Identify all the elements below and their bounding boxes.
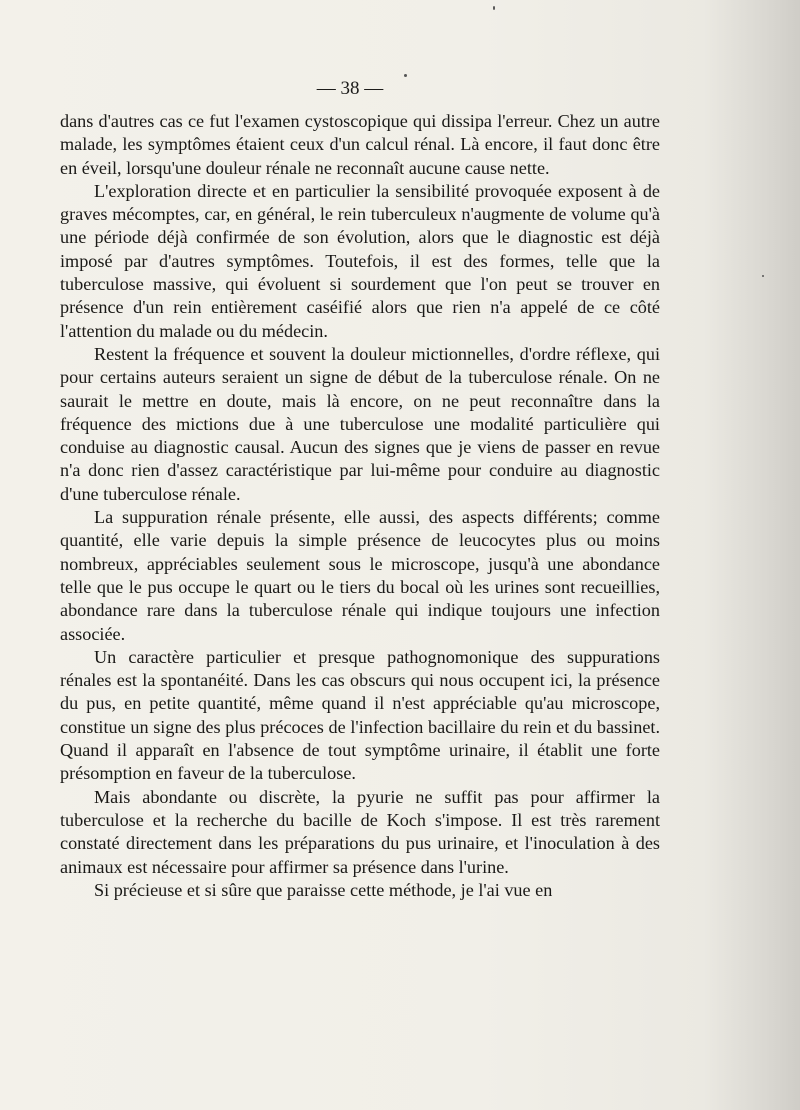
scan-speck	[404, 74, 407, 77]
paragraph: Restent la fréquence et souvent la douleur mictionnelles, d'ordre réflexe, qui pour certains auteurs seraient un signe de début de la tuberculose rénale. On ne saurait le mettre en doute, mais là encore, on ne peut reconnaître dans la fréquence des mictions due à une tuberculose une modalité particulière qui conduise au diagnostic causal. Aucun des signes que je viens de passer en revue n'a donc rien d'assez caractéristique par lui-même pour conduire au diagnostic d'une tuberculose rénale.	[60, 343, 660, 504]
scan-speck	[762, 275, 764, 277]
paragraph: Si précieuse et si sûre que paraisse cette méthode, je l'ai vue en	[94, 879, 553, 900]
paragraph: Un caractère particulier et presque pathognomonique des suppurations rénales est la spontanéité. Dans les cas obscurs qui nous occupent ici, la présence du pus, en petite quantité, même quand il n'est appréciable qu'au microscope, constitue un signe des plus précoces de l'infection bacillaire du rein et du bassinet. Quand il apparaît en l'absence de tout symptôme urinaire, il établit une forte présomption en faveur de la tuberculose.	[60, 646, 660, 784]
body-text	[60, 110, 660, 902]
paragraph: Mais abondante ou discrète, la pyurie ne suffit pas pour affirmer la tuberculose et la recherche du bacille de Koch s'impose. Il est très rarement constaté directement dans les préparations du pus urinaire, et l'inoculation à des animaux est nécessaire pour affirmer sa présence dans l'urine.	[60, 786, 660, 877]
paragraph: dans d'autres cas ce fut l'examen cystoscopique qui dissipa l'erreur. Chez un autre malade, les symptômes étaient ceux d'un calcul rénal. Là encore, il faut donc être en éveil, lorsqu'une douleur rénale ne reconnaît aucune cause nette.	[60, 111, 660, 178]
paragraph: La suppuration rénale présente, elle aussi, des aspects différents; comme quantité, elle varie depuis la simple présence de leucocytes plus ou moins nombreux, appréciables seulement sous le microscope, jusqu'à une abondance telle que le pus occupe le quart ou le tiers du bocal où les urines sont recueillies, abondance rare dans la tuberculose rénale qui indique toujours une infection associée.	[60, 507, 660, 644]
page-number: — 38 —	[316, 78, 384, 99]
scan-speck	[493, 6, 495, 10]
paragraph: L'exploration directe et en particulier la sensibilité provoquée exposent à de graves mécomptes, car, en général, le rein tuberculeux n'augmente de volume qu'à une période déjà confirmée de son évolution, alors que le diagnostic est déjà imposé par d'autres symptômes. Toutefois, il est des formes, telle que la tuberculose massive, qui évoluent si sourdement que l'on peut se trouver en présence d'un rein entièrement caséifié alors que rien n'a appelé de ce côté l'attention du malade ou du médecin.	[60, 180, 660, 341]
